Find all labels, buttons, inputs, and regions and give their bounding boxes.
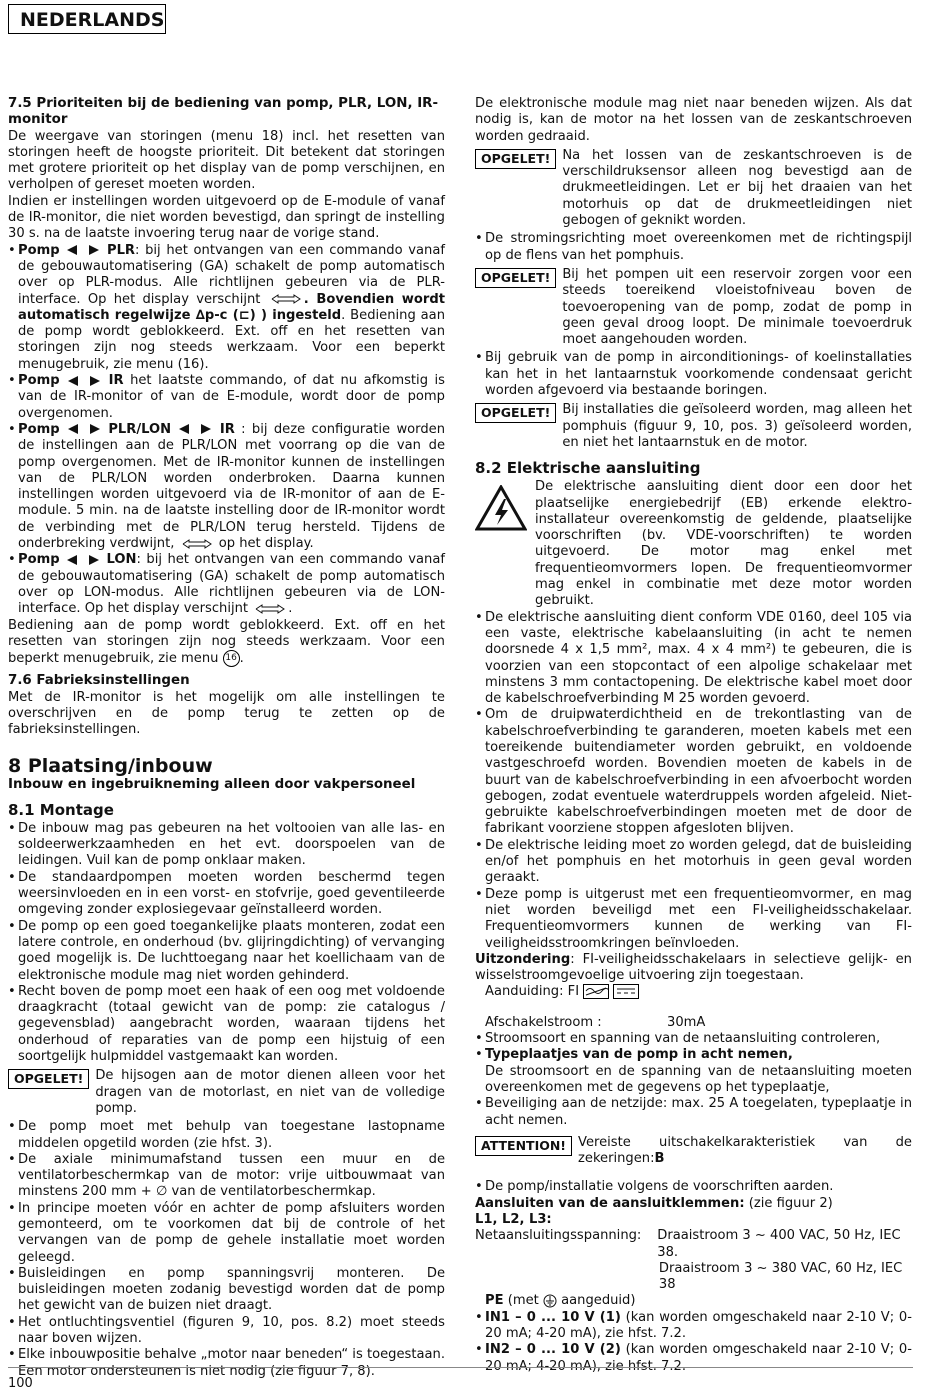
paragraph: De elektronische module mag niet naar beneden wijzen. Als dat nodig is, kan de motor na het lossen van de zeskantschroeven worden gedraaid. — [475, 96, 912, 144]
ground-icon — [543, 1294, 557, 1308]
warning-badge: OPGELET! — [8, 1069, 89, 1089]
section-7-6-title: 7.6 Fabrieksinstellingen — [8, 673, 190, 689]
list-item: • Pomp LON: bij het ontvangen van een commando vanaf de gebouwautomatisering (GA) schakelt de pomp automatisch over op LON-modus. Alle richtlijnen gebeuren via de LON-interface. Op het display verschijnt . — [8, 552, 445, 617]
fuse-characteristic: B — [654, 1151, 665, 1167]
list-item: • Het ontluchtingsventiel (figuren 9, 10, pos. 8.2) moet steeds naar boven wijzen. — [8, 1315, 445, 1348]
high-voltage-icon — [475, 479, 535, 609]
attention-text — [578, 1135, 912, 1168]
mid-label: PLR/LON — [108, 421, 172, 437]
target-label: IR — [219, 421, 235, 437]
left-column — [8, 96, 445, 1380]
list — [475, 350, 912, 399]
list-item: • De stromingsrichting moet overeenkomen met de richtingspijl op de flens van het pomphuis. — [475, 231, 912, 264]
target-label: IR — [108, 373, 124, 389]
ac-wave-icon — [583, 984, 609, 999]
list-item — [475, 1310, 912, 1343]
list — [475, 1179, 912, 1195]
display-arrow-icon — [179, 539, 215, 549]
page-number: 100 — [8, 1376, 33, 1391]
montage-list-2 — [8, 1119, 445, 1380]
pe-line — [475, 1293, 912, 1309]
paragraph: Met de IR-monitor is het mogelijk om alle instellingen te overschrijven en de pomp terug te zetten op de fabrieksinstellingen. — [8, 689, 445, 738]
warning-text: De hijsogen aan de motor dienen alleen voor het dragen van de motorlast, en niet van de volledige pomp. — [95, 1068, 445, 1116]
list-item — [8, 373, 445, 422]
paragraph: Bediening aan de pomp wordt geblokkeerd. Ext. off en het resetten van storingen zijn nog steeds werkzaam. Voor een beperkt menugebruik, zie menu 16 . — [8, 617, 445, 667]
double-arrow-icon — [66, 424, 102, 434]
list-item: • Recht boven de pomp moet een haak of een oog met voldoende draagkracht (totaal gewicht van de pomp: zie catalogus / gegevensblad) aangebracht worden, waaraan tijdens het onderhoud of reparaties van de pomp een hijstuig of een soortgelijk hulpmiddel vastgemaakt kan worden. — [8, 984, 445, 1065]
terminal-label: L1, L2, L3: — [475, 1212, 552, 1227]
section-8-1-title: 8.1 Montage — [8, 800, 114, 819]
warning-block — [475, 267, 912, 348]
warning-badge: OPGELET! — [475, 149, 556, 169]
list-item: • Deze pomp is uitgerust met een frequentieomvormer, en mag niet worden beveiligd met een FI-veiligheidsschakelaar. Frequentieomvormers kunnen de werking van FI-veiligheidsstroomkringen beïnvloeden. — [475, 887, 912, 952]
warning-block — [8, 1068, 445, 1117]
electrical-list — [475, 610, 912, 952]
montage-list — [8, 821, 445, 1065]
target-label: LON — [106, 552, 137, 568]
attention-badge: ATTENTION! — [475, 1136, 572, 1156]
item-text: . Bediening aan de pomp wordt geblokkeerd. Ext. off en het resetten van storingen zijn nog steeds werkzaam. Voor een beperkt menugebruik, zie menu (16). — [18, 307, 445, 372]
dc-icon — [613, 984, 639, 999]
target-label: PLR — [106, 242, 136, 258]
list-item: • In principe moeten vóór en achter de pomp afsluiters worden gemonteerd, om te voorkomen dat bij de controle of het vervangen van de pomp de gehele installatie moet worden geleegd. — [8, 1201, 445, 1266]
connection-title — [475, 1196, 912, 1212]
electrical-warning — [475, 479, 912, 609]
list-item: • Om de druipwaterdichtheid en de trekontlasting van de kabelschroefverbinding te garanderen, moeten kabels met een toereikende buitendiameter worden gebruikt, en voldoende vastgeschroefd worden. Bovendien moeten de kabels in de buurt van de kabelschroefverbinding in een afvoerbocht worden gebogen, zodat eventuele waterdruppels worden afgeleid. Niet-gebruikte kabelschroefverbindingen moeten met de door de fabrikant voorziene stoppen afgesloten blijven. — [475, 707, 912, 837]
input-text: (kan worden omgeschakeld naar 2-10 V; 0-20 mA; 4-20 mA), zie hfst. 7.2. — [485, 1342, 912, 1374]
exception-paragraph — [475, 952, 912, 985]
item-text: : bij deze configuratie worden de instellingen aan de PLR/LON met voorrang op die van de pomp overgenomen. Met de IR-monitor kunnen de instellingen van de PLR/LON worden onderbroken. Daarna kunnen instellingen worden uitgevoerd via de IR-monitor of aan de E-module. 5 min. na de laatste instelling door de IR-monitor wordt de verbinding met de PLR/LON terug hersteld. Tijdens de onderbreking verdwijnt, — [18, 421, 445, 552]
warning-badge: OPGELET! — [475, 403, 556, 423]
mains-voltage-value: Draaistroom 3 ~ 380 VAC, 60 Hz, IEC 38 — [658, 1260, 903, 1293]
item-text: De stroomsoort en de spanning van de netaansluiting moeten overeenkomen met de gegevens op het typeplaatje, — [485, 1063, 912, 1095]
pump-label: Pomp — [18, 242, 60, 258]
paragraph: De weergave van storingen (menu 18) incl. het resetten van storingen heeft de hoogste prioriteit. Dit betekent dat storingen met grotere prioriteit op het display van de pomp verschijnen, en verholpen of gereset moeten worden. — [8, 128, 445, 193]
warning-text: Bij installaties die geïsoleerd worden, mag alleen het pomphuis (figuur 9, 10, pos. 3) geïsoleerd worden, en niet het lantaarnstuk en de motor. — [562, 402, 912, 450]
item-bold: Typeplaatjes van de pomp in acht nemen, — [485, 1047, 793, 1063]
section-7-5-title: 7.5 Prioriteiten bij de bediening van pomp, PLR, LON, IR-monitor — [8, 96, 439, 128]
list-item: • De standaardpompen moeten worden beschermd tegen weersinvloeden en in een vorst- en stofvrije, goed geventileerde omgeving zonder explosiegevaar geïnstalleerd worden. — [8, 870, 445, 919]
item-text: het laatste commando, of dat nu afkomstig is van de IR-monitor of van de E-module, wordt door de pomp overgenomen. — [18, 373, 445, 421]
item-text: : bij het ontvangen van een commando vanaf de gebouwautomatisering (GA) schakelt de pomp automatisch over op PLR-modus. Alle richtlijnen gebeuren via de PLR-interface. Op het display verschijnt — [18, 242, 445, 307]
section-8-title: 8 Plaatsing/inbouw — [8, 754, 213, 777]
trip-current-value: 30mA — [667, 1014, 706, 1030]
list-item: • De elektrische aansluiting dient conform VDE 0160, deel 105 via een vaste, elektrische kabelaansluiting (in acht te nemen doorsnede 4 x 1,5 mm², max. 4 x 4 mm²) te gebeuren, die is voorzien van een stopcontact of een alpolige schakelaar met minstens 3 mm contactopening. De elektrische kabel moet door de kabelschroefverbinding M 25 worden gevoerd. — [475, 610, 912, 708]
connection-ref: (zie figuur 2) — [744, 1195, 833, 1211]
right-column — [475, 96, 912, 1375]
display-arrow-icon — [268, 294, 304, 304]
connection-title-text: Aansluiten van de aansluitklemmen: — [475, 1195, 745, 1211]
list-item — [475, 1342, 912, 1375]
electrical-intro: De elektrische aansluiting dient door een door het plaatselijke energiebedrijf (EB) erkende elektro-installateur overeenkomstig de geldende, plaatselijke voorschriften (bv. VDE-voorschriften) te worden uitgevoerd. De motor mag enkel met frequentieomvormers lopen. De frequentieomvormer mag enkel in combinatie met deze motor worden gebruikt. — [535, 479, 912, 609]
warning-text: Na het lossen van de zeskantschroeven is de verschildruksensor alleen nog bevestigd aan de drukmeetleidingen. Let er bij het draaien van het motorhuis op dat de drukmeetleidingen niet gebogen of geknikt worden. — [562, 147, 912, 229]
warning-block — [475, 402, 912, 451]
list-item — [8, 422, 445, 552]
double-arrow-icon — [65, 245, 101, 255]
attention-text-main: Vereiste uitschakelkarakteristiek van de zekeringen: — [578, 1134, 912, 1167]
input-label: IN2 – 0 ... 10 V (2) — [485, 1342, 621, 1358]
section-8-2-title: 8.2 Elektrische aansluiting — [475, 459, 701, 478]
priority-list — [8, 243, 445, 618]
pump-label: Pomp — [18, 552, 60, 568]
item-text: op het display. — [218, 536, 314, 552]
input-list — [475, 1310, 912, 1375]
double-arrow-icon — [177, 424, 213, 434]
double-arrow-icon — [66, 376, 102, 386]
list-item: • De pomp moet met behulp van toegestane lastopname middelen opgetild worden (zie hfst. 3). — [8, 1119, 445, 1152]
menu-number-circle: 16 — [223, 650, 240, 667]
pump-label: Pomp — [18, 373, 60, 389]
warning-block — [475, 148, 912, 229]
list-item: • De elektrische leiding moet zo worden gelegd, dat de buisleiding en/of het pomphuis en het motorhuis in geen geval worden geraakt. — [475, 838, 912, 887]
display-arrow-icon — [252, 604, 288, 614]
designation-text: Aanduiding: FI — [485, 984, 580, 1000]
exception-label: Uitzondering — [475, 951, 571, 967]
paragraph: Indien er instellingen worden uitgevoerd op de E-module of vanaf de IR-monitor, die niet worden bevestigd, dan springt de instelling 30 s. na de laatste invoering terug naar de vorige stand. — [8, 193, 445, 242]
pe-text: (met — [503, 1293, 543, 1309]
mains-voltage-value: Draaistroom 3 ~ 400 VAC, 50 Hz, IEC 38. — [657, 1228, 901, 1260]
list-item: • Buisleidingen en pomp spanningsvrij monteren. De buisleidingen moeten zodanig bevestigd worden dat de pomp het gewicht van de buizen niet draagt. — [8, 1266, 445, 1315]
list-item: • Bij gebruik van de pomp in airconditionings- of koelinstallaties kan het in het lantaarnstuk voorkomende condensaat gericht worden afgevoerd via bestaande boringen. — [475, 350, 912, 399]
list-item: • De pomp op een goed toegankelijke plaats monteren, zodat een latere controle, en onderhoud (bv. glijringdichting) of vervanging goed mogelijk is. De luchttoegang naar het koellichaam van de elektronische module mag niet worden gehinderd. — [8, 919, 445, 984]
checklist — [475, 1031, 912, 1129]
list-item — [475, 1047, 912, 1096]
pump-label: Pomp — [18, 421, 60, 437]
pe-label: PE — [485, 1293, 504, 1309]
paragraph-text: Bediening aan de pomp wordt geblokkeerd. Ext. off en het resetten van storingen zijn nog steeds werkzaam. Voor een beperkt menugebruik, zie menu — [8, 617, 445, 667]
list-item: • Stroomsoort en spanning van de netaansluiting controleren, — [475, 1031, 912, 1047]
input-text: (kan worden omgeschakeld naar 2-10 V; 0-20 mA; 4-20 mA), zie hfst. 7.2. — [485, 1309, 912, 1342]
list-item: • Beveiliging aan de netzijde: max. 25 A toegelaten, typeplaatje in acht nemen. — [475, 1096, 912, 1129]
mains-voltage-row — [475, 1228, 912, 1261]
pe-text: aangeduid) — [556, 1293, 636, 1309]
language-header: NEDERLANDS — [8, 4, 166, 34]
exception-text: : FI-veiligheidsschakelaars in selectieve gelijk- en wisselstroomgevoelige uitvoering zijn toegestaan. — [475, 951, 912, 984]
trip-current-row — [475, 1015, 912, 1031]
designation-line — [475, 984, 912, 1000]
list-item: • De axiale minimumafstand tussen een muur en de ventilatorbeschermkap van de motor: vrije uitbouwmaat van minstens 200 mm + ∅ van de ventilatorbeschermkap. — [8, 1152, 445, 1201]
trip-current-label: Afschakelstroom : — [485, 1014, 602, 1030]
warning-text: Bij het pompen uit een reservoir zorgen voor een steeds toereikend vloeistofniveau boven de toevoeropening van de pomp, zodat de pomp in geen geval droog loopt. De minimale toevoerdruk moet aangehouden worden. — [562, 266, 912, 348]
list-item: • De pomp/installatie volgens de voorschriften aarden. — [475, 1179, 912, 1195]
double-arrow-icon — [65, 555, 101, 565]
list — [475, 231, 912, 264]
mains-voltage-label: Netaansluitingsspanning: — [475, 1228, 642, 1244]
item-text: : bij het ontvangen van een commando vanaf de gebouwautomatisering (GA) schakelt de pomp automatisch over op LON-modus. Alle richtlijnen gebeuren via de LON-interface. Op het display verschijnt — [18, 552, 445, 617]
attention-block — [475, 1135, 912, 1168]
list-item: • De inbouw mag pas gebeuren na het voltooien van alle las- en soldeerwerkzaamheden en het evt. doorspoelen van de leidingen. Vuil kan de pomp onklaar maken. — [8, 821, 445, 870]
mains-voltage-row — [475, 1261, 912, 1294]
input-label: IN1 – 0 ... 10 V (1) — [485, 1309, 621, 1325]
section-8-subtitle: Inbouw en ingebruikneming alleen door vakpersoneel — [8, 776, 416, 792]
list-item: • Elke inbouwpositie behalve „motor naar beneden“ is toegestaan. Een motor ondersteunen is niet nodig (zie figuur 7, 8). — [8, 1347, 445, 1380]
list-item — [8, 243, 445, 373]
item-bold: . Bovendien wordt automatisch regelwijze ∆p-c (⊏) ) ingesteld — [18, 291, 445, 323]
footer-divider — [8, 1367, 913, 1368]
warning-badge: OPGELET! — [475, 268, 556, 288]
